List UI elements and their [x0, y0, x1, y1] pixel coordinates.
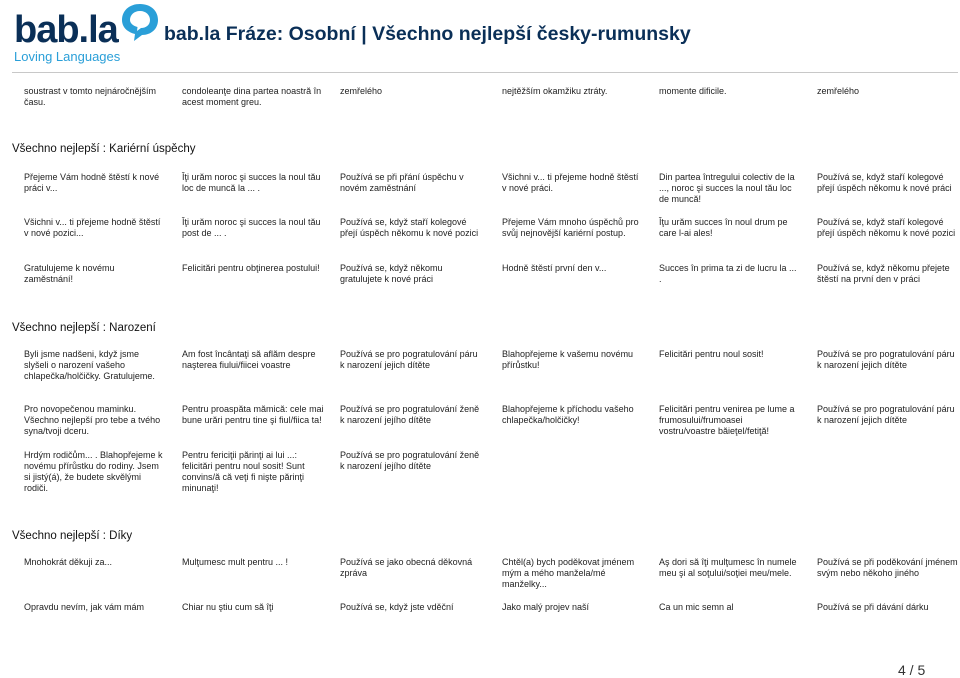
phrase-cell: condoleanţe dina partea noastră în acest moment greu. [182, 86, 322, 107]
phrase-cell: Mnohokrát děkuji za... [24, 557, 113, 567]
phrase-cell: Blahopřejeme k příchodu vašeho chlapečka/holčičky! [502, 404, 634, 425]
phrase-cell: Používá se pro pogratulování ženě k narození jejího dítěte [340, 404, 480, 425]
phrase-cell: Používá se, když někomu gratulujete k nové práci [340, 263, 443, 284]
speech-bubble-logo-icon [120, 2, 160, 42]
phrase-cell: Používá se pro pogratulování páru k narození jejich dítěte [817, 349, 955, 370]
phrase-cell: nejtěžším okamžiku ztráty. [502, 86, 608, 96]
phrase-cell: Mulţumesc mult pentru ... ! [182, 557, 289, 567]
phrase-cell: Používá se pro pogratulování ženě k narození jejího dítěte [340, 450, 480, 471]
phrase-cell: Chiar nu ştiu cum să îţi [182, 602, 274, 612]
phrase-cell: Hrdým rodičům... . Blahopřejeme k novému přírůstku do rodiny. Jsem si jistý(á), že budete skvělými rodiči. [24, 450, 163, 493]
phrase-cell: Chtěl(a) bych poděkovat jménem mým a mého manžela/mé manželky... [502, 557, 635, 589]
section-heading: Všechno nejlepší : Díky [12, 530, 133, 542]
page-number: 4 / 5 [898, 662, 926, 678]
phrase-cell: soustrast v tomto nejnáročnějším času. [24, 86, 157, 107]
phrase-cell: Používá se, když staří kolegové přejí úspěch někomu k nové práci [817, 172, 952, 193]
phrase-cell: Přejeme Vám hodně štěstí k nové práci v... [24, 172, 160, 193]
phrase-cell: Používá se, když staří kolegové přejí úspěch někomu k nové pozici [340, 217, 479, 238]
phrase-cell: Gratulujeme k novému zaměstnání! [24, 263, 115, 284]
phrase-cell: zemřelého [340, 86, 383, 96]
babla-logo[interactable] [14, 2, 154, 64]
phrase-cell: Îţi urăm noroc şi succes la noul tău post de ... . [182, 217, 321, 238]
phrase-cell: Am fost încântaţi să aflăm despre naşterea fiului/fiicei voastre [182, 349, 316, 370]
section-heading: Všechno nejlepší : Narození [12, 322, 156, 334]
logo-tagline: Loving Languages [14, 49, 121, 64]
phrase-cell: Všichni v... ti přejeme hodně štěstí v nové pozici... [24, 217, 161, 238]
phrase-cell: Používá se jako obecná děkovná zpráva [340, 557, 473, 578]
phrase-cell: Přejeme Vám mnoho úspěchů pro svůj nejnovější kariérní postup. [502, 217, 639, 238]
phrase-cell: Îţi urăm noroc şi succes la noul tău loc de muncă la ... . [182, 172, 321, 193]
phrase-cell: zemřelého [817, 86, 860, 96]
phrase-cell: Pentru proaspăta mămică: cele mai bune urări pentru tine şi fiul/fiica ta! [182, 404, 324, 425]
phrase-cell: Jako malý projev naší [502, 602, 590, 612]
phrase-cell: Îţu urăm succes în noul drum pe care l-ai ales! [659, 217, 788, 238]
phrase-cell: Succes în prima ta zi de lucru la ... . [659, 263, 797, 284]
phrase-cell: Ca un mic semn al [659, 602, 734, 612]
phrase-cell: Opravdu nevím, jak vám mám [24, 602, 145, 612]
phrase-cell: Používá se při dávání dárku [817, 602, 929, 612]
phrase-cell: Aş dori să îţi mulţumesc în numele meu şi al soţului/soţiei meu/mele. [659, 557, 797, 578]
phrase-cell: Používá se, když staří kolegové přejí úspěch někomu k nové pozici [817, 217, 956, 238]
section-heading: Všechno nejlepší : Kariérní úspěchy [12, 143, 196, 155]
phrase-cell: momente dificile. [659, 86, 727, 96]
phrase-cell: Používá se, když někomu přejete štěstí na první den v práci [817, 263, 950, 284]
phrase-cell: Blahopřejeme k vašemu novému přírůstku! [502, 349, 634, 370]
phrase-cell: Používá se při přání úspěchu v novém zaměstnání [340, 172, 464, 193]
top-divider [12, 72, 958, 73]
phrase-cell: Používá se pro pogratulování páru k narození jejich dítěte [340, 349, 478, 370]
phrase-cell: Felicitări pentru venirea pe lume a frumosului/frumoasei vostru/voastre băieţel/fetiţă! [659, 404, 795, 436]
phrase-cell: Hodně štěstí první den v... [502, 263, 607, 273]
phrase-cell: Všichni v... ti přejeme hodně štěstí v nové práci. [502, 172, 639, 193]
phrase-cell: Používá se při poděkování jménem svým nebo někoho jiného [817, 557, 958, 578]
phrase-cell: Felicitări pentru noul sosit! [659, 349, 764, 359]
phrase-cell: Používá se pro pogratulování páru k narození jejich dítěte [817, 404, 955, 425]
phrase-cell: Pro novopečenou maminku. Všechno nejlepší pro tebe a tvého syna/tvoji dceru. [24, 404, 161, 436]
logo-wordmark: bab.la [14, 9, 118, 51]
phrase-cell: Felicitări pentru obţinerea postului! [182, 263, 320, 273]
page-title: bab.la Fráze: Osobní | Všechno nejlepší česky-rumunsky [164, 23, 691, 45]
phrase-cell: Pentru fericiţii părinţi ai lui ...: felicitări pentru noul sosit! Sunt convins/ă că veţi fi nişte părinţi minunaţi! [182, 450, 305, 493]
phrase-cell: Din partea întregului colectiv de la ..., noroc şi succes la noul tău loc de muncă! [659, 172, 795, 204]
phrase-cell: Byli jsme nadšeni, když jsme slyšeli o narození vašeho chlapečka/holčičky. Gratulujeme. [24, 349, 155, 381]
phrase-cell: Používá se, když jste vděční [340, 602, 454, 612]
